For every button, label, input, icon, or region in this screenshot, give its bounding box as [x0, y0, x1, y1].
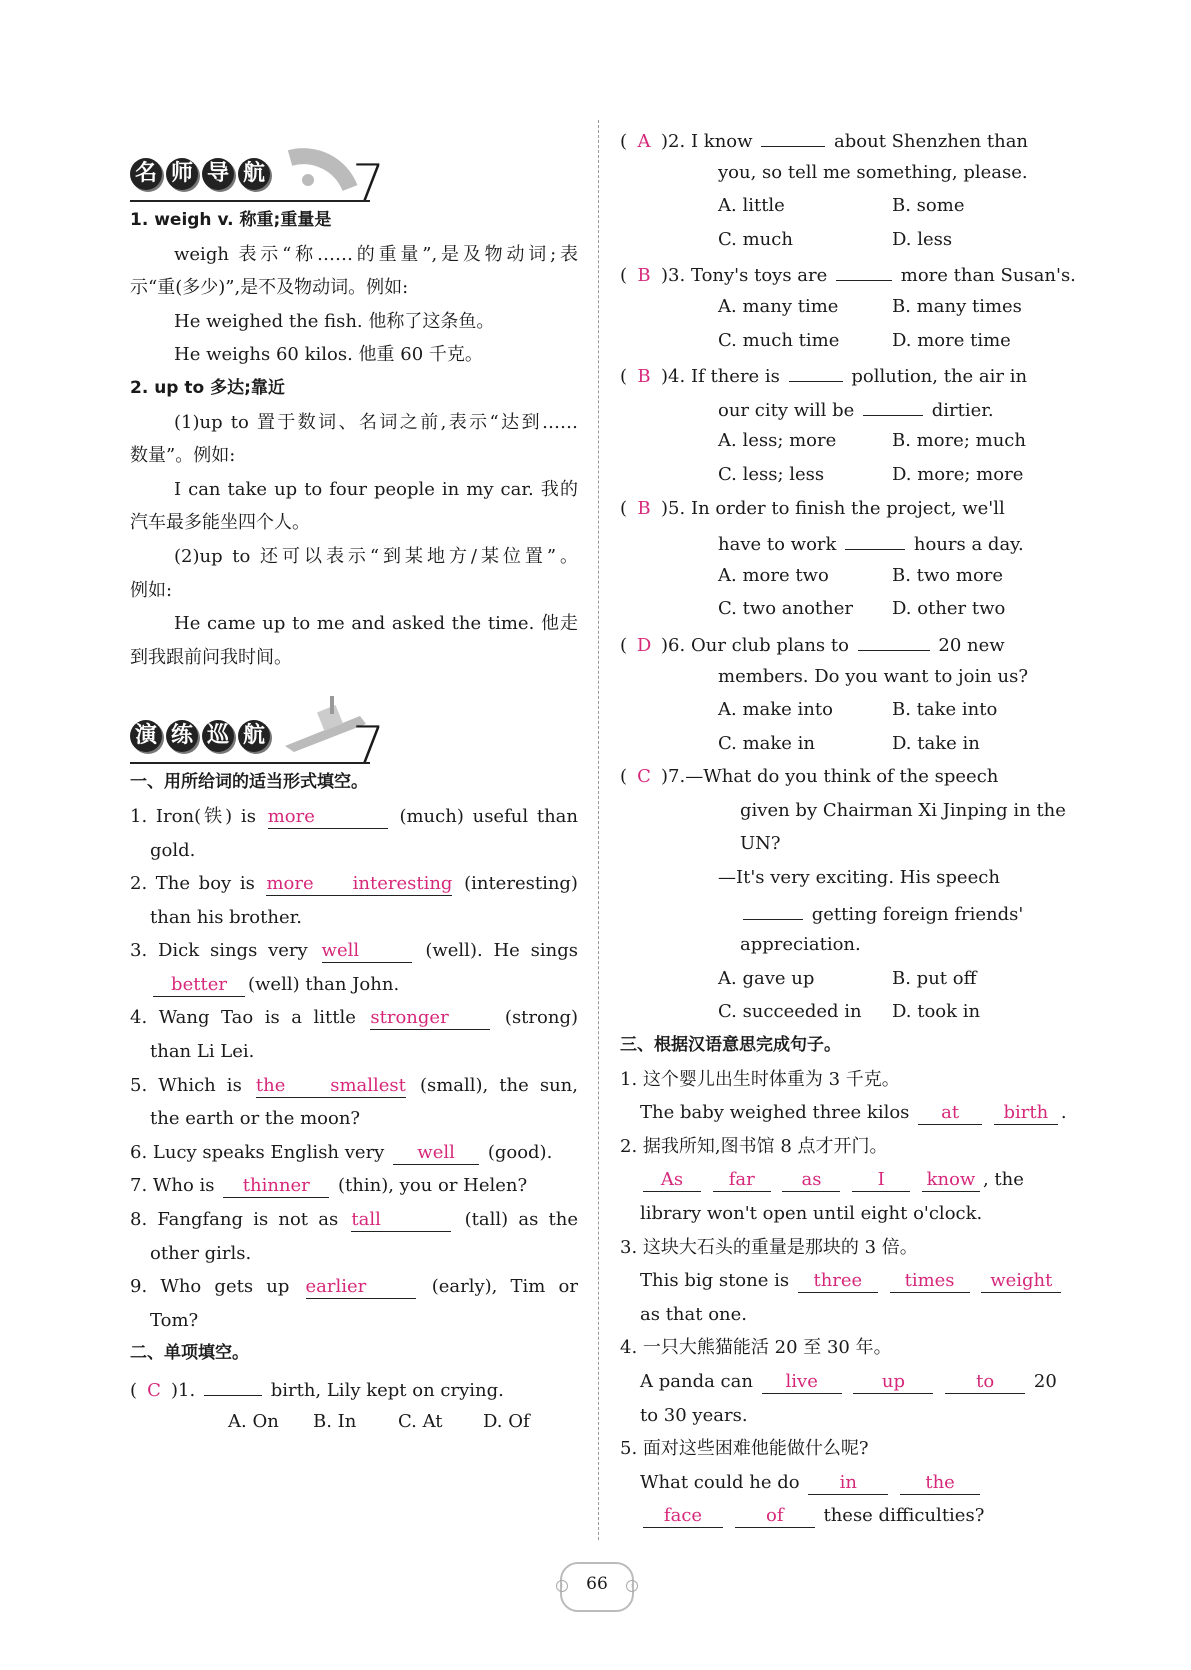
answer-blank: in	[808, 1470, 888, 1495]
mc-question-1	[130, 1371, 578, 1405]
answer-blank: face	[643, 1503, 723, 1528]
option: C. succeeded in	[718, 1001, 862, 1023]
mc-options	[130, 1405, 578, 1439]
fill-cont: other girls.	[150, 1242, 252, 1264]
option: B. more; much	[892, 430, 1026, 452]
option: C. At	[398, 1410, 443, 1432]
paren: (	[130, 1380, 138, 1401]
option: A. gave up	[718, 967, 815, 989]
question-line	[620, 391, 1066, 425]
right-column	[620, 122, 1076, 1533]
part1-title: 一、用所给词的适当形式填空。	[130, 772, 368, 793]
paren: (	[620, 131, 628, 152]
fill-post: (small), the sun,	[419, 1074, 578, 1096]
sentence-cn: 4. 一只大熊猫能活 20 至 30 年。	[620, 1337, 892, 1359]
mc-options	[620, 424, 1066, 458]
sentence-en	[620, 1365, 1066, 1399]
guide-line: 数量”。例如:	[130, 445, 236, 467]
answer-blank	[204, 1371, 262, 1396]
option: A. many time	[718, 295, 839, 317]
answer-blank: more interesting	[266, 873, 453, 895]
mc-options	[620, 592, 1066, 626]
answer-blank: live	[762, 1369, 842, 1394]
sentence-text: This big stone is	[640, 1270, 790, 1292]
option: C. less; less	[718, 463, 825, 485]
part3-title: 三、根据汉语意思完成句子。	[620, 1035, 841, 1056]
option: D. take in	[892, 732, 980, 754]
question-text: In order to finish the project, we'll	[690, 497, 1005, 519]
fill-item	[130, 934, 578, 968]
question-text: Tony's toys are	[690, 265, 828, 287]
fill-pre: 2. The boy is	[130, 873, 255, 895]
banner-char: 演	[130, 720, 162, 752]
banner-title	[130, 720, 274, 752]
sentence-en	[620, 1466, 1066, 1500]
guide-line: He weighed the fish. 他称了这条鱼。	[174, 310, 495, 332]
banner-seven-mark: 7	[352, 154, 386, 214]
mc-options	[620, 223, 1066, 257]
sentence-en	[620, 1264, 1066, 1298]
page-number-badge	[560, 1562, 634, 1612]
sentence-cn: 1. 这个婴儿出生时体重为 3 千克。	[620, 1068, 900, 1090]
option: B. some	[892, 195, 965, 217]
paren: (	[620, 265, 628, 287]
fill-cont: than Li Lei.	[150, 1041, 255, 1063]
option: B. many times	[892, 295, 1022, 317]
mc-answer: C	[147, 1380, 161, 1401]
guide-line: 例如:	[130, 579, 173, 601]
banner-rule	[130, 200, 370, 202]
fill-post: (interesting)	[464, 873, 578, 895]
question-text: birth, Lily kept on crying.	[270, 1380, 504, 1401]
fill-post: (much) useful than	[399, 805, 578, 827]
answer-blank: the	[900, 1470, 980, 1495]
answer-blank: at	[918, 1100, 982, 1125]
question-text: —It's very exciting. His speech	[718, 867, 1000, 889]
answer-blank: better	[153, 972, 245, 997]
question-text: about Shenzhen than	[834, 131, 1029, 152]
question-number: )2.	[661, 131, 686, 152]
mc-answer: B	[637, 366, 651, 388]
mc-options	[620, 962, 1066, 996]
column-divider	[598, 120, 599, 1540]
answer-blank	[863, 391, 923, 416]
mc-options	[620, 189, 1066, 223]
question-number: )4.	[661, 366, 686, 388]
question-number: )1.	[171, 1380, 196, 1401]
question-text: have to work	[718, 534, 837, 556]
chevron-right-icon: ›	[626, 1580, 638, 1592]
banner-char: 巡	[202, 720, 234, 752]
answer-blank	[845, 525, 905, 550]
guide-line: He came up to me and asked the time. 他走	[174, 613, 578, 635]
question-text: given by Chairman Xi Jinping in the	[740, 799, 1066, 821]
sentence-text: What could he do	[640, 1471, 800, 1493]
question-text: our city will be	[718, 399, 855, 421]
option: B. put off	[892, 967, 977, 989]
sentence-en: The baby weighed three kilos at birth .	[640, 1102, 1067, 1124]
answer-blank	[743, 895, 803, 920]
question-text: I know	[690, 131, 753, 152]
option: C. two another	[718, 598, 854, 620]
answer-blank: the smallest	[255, 1074, 406, 1096]
question-text: Our club plans to	[690, 634, 849, 656]
sentence-text: The baby weighed three kilos	[640, 1102, 910, 1124]
mc-options	[620, 727, 1066, 761]
option: A. make into	[718, 699, 833, 721]
fill-item	[130, 800, 578, 834]
section-banner-guide	[130, 118, 578, 214]
gauge-icon	[280, 128, 360, 200]
question-text: you, so tell me something, please.	[718, 161, 1028, 183]
mc-options	[620, 290, 1066, 324]
banner-title	[130, 158, 274, 190]
answer-blank: well	[322, 938, 412, 963]
option: D. more time	[892, 329, 1011, 351]
guide-line: He weighs 60 kilos. 他重 60 千克。	[174, 344, 483, 366]
guide-head-1: 1. weigh v. 称重;重量是	[130, 210, 332, 230]
fill-cont: the earth or the moon?	[150, 1108, 361, 1130]
guide-line: weigh 表示“称……的重量”,是及物动词;表	[174, 243, 578, 265]
sentence-text: as that one.	[640, 1303, 748, 1325]
paren: (	[620, 634, 628, 656]
sentence-en	[620, 1499, 1066, 1533]
answer-blank: times	[890, 1268, 970, 1293]
paren: (	[620, 766, 628, 788]
option: A. more two	[718, 564, 829, 586]
fill-item	[130, 1001, 578, 1035]
answer-blank: up	[853, 1369, 933, 1394]
question-text: dirtier.	[931, 399, 994, 421]
fill-post: (well) than John.	[248, 973, 400, 995]
question-text: hours a day.	[913, 534, 1024, 556]
question-text: —What do you think of the speech	[685, 766, 999, 788]
fill-cont: Tom?	[150, 1309, 199, 1331]
guide-line: (1)up to 置于数词、名词之前,表示“达到……	[174, 411, 578, 433]
question-text: more than Susan's.	[900, 265, 1076, 287]
fill-pre: 7. Who is	[130, 1175, 215, 1197]
sentence-cn: 2. 据我所知,图书馆 8 点才开门。	[620, 1135, 888, 1157]
sentence-en	[620, 1163, 1066, 1197]
answer-blank: tall	[351, 1207, 451, 1232]
question-text: If there is	[690, 366, 780, 388]
sentence-text: , the	[982, 1169, 1024, 1191]
banner-char: 导	[202, 158, 234, 190]
part2-title: 二、单项填空。	[130, 1343, 249, 1364]
answer-blank	[761, 122, 825, 147]
banner-char: 名	[130, 158, 162, 190]
question-text: getting foreign friends'	[811, 903, 1024, 925]
guide-head-2: 2. up to 多达;靠近	[130, 377, 285, 398]
fill-post: (early), Tim or	[431, 1276, 578, 1298]
mc-options	[620, 324, 1066, 358]
answer-blank: thinner	[223, 1173, 329, 1198]
chevron-left-icon: ‹	[556, 1580, 568, 1592]
answer-blank: well	[393, 1140, 479, 1165]
option: D. took in	[892, 1001, 981, 1023]
fill-post: (thin), you or Helen?	[338, 1175, 528, 1197]
section-banner-practice	[130, 680, 578, 777]
banner-char: 航	[238, 720, 270, 752]
answer-blank: birth	[994, 1100, 1058, 1125]
fill-item	[130, 1169, 578, 1203]
option: D. more; more	[892, 463, 1024, 485]
mc-answer: B	[637, 265, 651, 287]
option: D. less	[892, 228, 953, 250]
option: B. two more	[892, 564, 1004, 586]
fill-cont	[130, 968, 578, 1002]
option: B. In	[313, 1410, 357, 1432]
mc-answer: D	[636, 634, 652, 656]
question-number: )5.	[661, 497, 686, 519]
question-line	[620, 895, 1066, 929]
guide-line: (2)up to 还可以表示“到某地方/某位置”。	[174, 545, 578, 567]
mc-question-7	[620, 760, 1066, 794]
answer-blank: three	[798, 1268, 878, 1293]
sentence-cn: 5. 面对这些困难他能做什么呢?	[620, 1438, 869, 1460]
answer-blank	[858, 626, 930, 651]
fill-item	[130, 867, 578, 901]
banner-seven-mark: 7	[352, 716, 386, 777]
answer-blank: stronger	[370, 1005, 490, 1030]
banner-char: 航	[238, 158, 270, 190]
sentence-text: 20	[1033, 1370, 1057, 1392]
option: A. less; more	[718, 430, 837, 452]
answer-blank: weight	[981, 1268, 1061, 1293]
guide-line: 示“重(多少)”,是不及物动词。例如:	[130, 277, 409, 299]
answer-blank	[836, 256, 892, 281]
answer-blank: to	[945, 1369, 1025, 1394]
fill-pre: 3. Dick sings very	[130, 940, 308, 962]
sentence-text: these difficulties?	[823, 1505, 985, 1527]
question-line	[620, 525, 1066, 559]
mc-answer: A	[637, 131, 651, 152]
mc-answer: C	[637, 766, 651, 788]
answer-blank: of	[735, 1503, 815, 1528]
question-number: )6.	[661, 634, 686, 656]
option: A. little	[718, 195, 785, 217]
paren: (	[620, 497, 628, 519]
answer-blank: more	[268, 804, 388, 829]
question-number: )3.	[661, 265, 686, 287]
option: D. other two	[892, 598, 1006, 620]
answer-blank: earlier	[306, 1274, 416, 1299]
fill-pre: 5. Which is	[130, 1074, 242, 1096]
question-text: pollution, the air in	[851, 366, 1028, 388]
option: B. take into	[892, 699, 998, 721]
option: A. On	[228, 1410, 279, 1432]
fill-post: (well). He sings	[425, 940, 578, 962]
sentence-cn: 3. 这块大石头的重量是那块的 3 倍。	[620, 1236, 918, 1258]
question-text: members. Do you want to join us?	[718, 665, 1029, 687]
left-column	[130, 118, 578, 1438]
fill-item	[130, 1270, 578, 1304]
fill-item	[130, 1136, 578, 1170]
fill-post: (good).	[487, 1141, 553, 1163]
mc-answer: B	[637, 497, 651, 519]
mc-question-6	[620, 626, 1066, 660]
fill-post: (tall) as the	[464, 1209, 578, 1231]
mc-question-2	[620, 122, 1066, 156]
mc-options	[620, 559, 1066, 593]
mc-options	[620, 995, 1066, 1029]
option: C. make in	[718, 732, 816, 754]
fill-item	[130, 1203, 578, 1237]
mc-options	[620, 693, 1066, 727]
page-number: 66	[586, 1574, 608, 1594]
option: D. Of	[483, 1410, 530, 1432]
option: C. much	[718, 228, 793, 250]
answer-blank: As	[643, 1167, 701, 1192]
fill-pre: 8. Fangfang is not as	[130, 1209, 339, 1231]
answer-blank: far	[713, 1167, 771, 1192]
fill-pre: 4. Wang Tao is a little	[130, 1007, 356, 1029]
mc-question-3	[620, 256, 1076, 290]
fill-item	[130, 1069, 578, 1103]
paren: (	[620, 366, 628, 388]
guide-line: 到我跟前问我时间。	[130, 646, 292, 668]
question-text: UN?	[740, 833, 781, 855]
fill-pre: 9. Who gets up	[130, 1276, 290, 1298]
answer-blank: I	[852, 1167, 910, 1192]
fill-cont: gold.	[150, 839, 196, 861]
sentence-text: to 30 years.	[640, 1404, 748, 1426]
banner-char: 练	[166, 720, 198, 752]
fill-pre: 1. Iron(铁) is	[130, 805, 256, 827]
banner-char: 师	[166, 158, 198, 190]
question-number: )7.	[661, 766, 686, 788]
fill-post: (strong)	[504, 1007, 578, 1029]
guide-line: 汽车最多能坐四个人。	[130, 512, 310, 534]
guide-line: I can take up to four people in my car. 我的	[174, 478, 578, 500]
question-text: 20 new	[938, 634, 1005, 656]
option: C. much time	[718, 329, 840, 351]
question-text: appreciation.	[740, 934, 861, 956]
answer-blank	[789, 357, 843, 382]
sentence-text: A panda can	[640, 1370, 753, 1392]
answer-blank: as	[782, 1167, 840, 1192]
fill-pre: 6. Lucy speaks English very	[130, 1141, 385, 1163]
sentence-text: library won't open until eight o'clock.	[640, 1203, 983, 1224]
banner-rule	[130, 762, 370, 764]
answer-blank: know	[922, 1167, 980, 1192]
mc-question-4	[620, 357, 1066, 391]
mc-options	[620, 458, 1066, 492]
fill-cont: than his brother.	[150, 906, 302, 928]
mc-question-5	[620, 492, 1066, 526]
